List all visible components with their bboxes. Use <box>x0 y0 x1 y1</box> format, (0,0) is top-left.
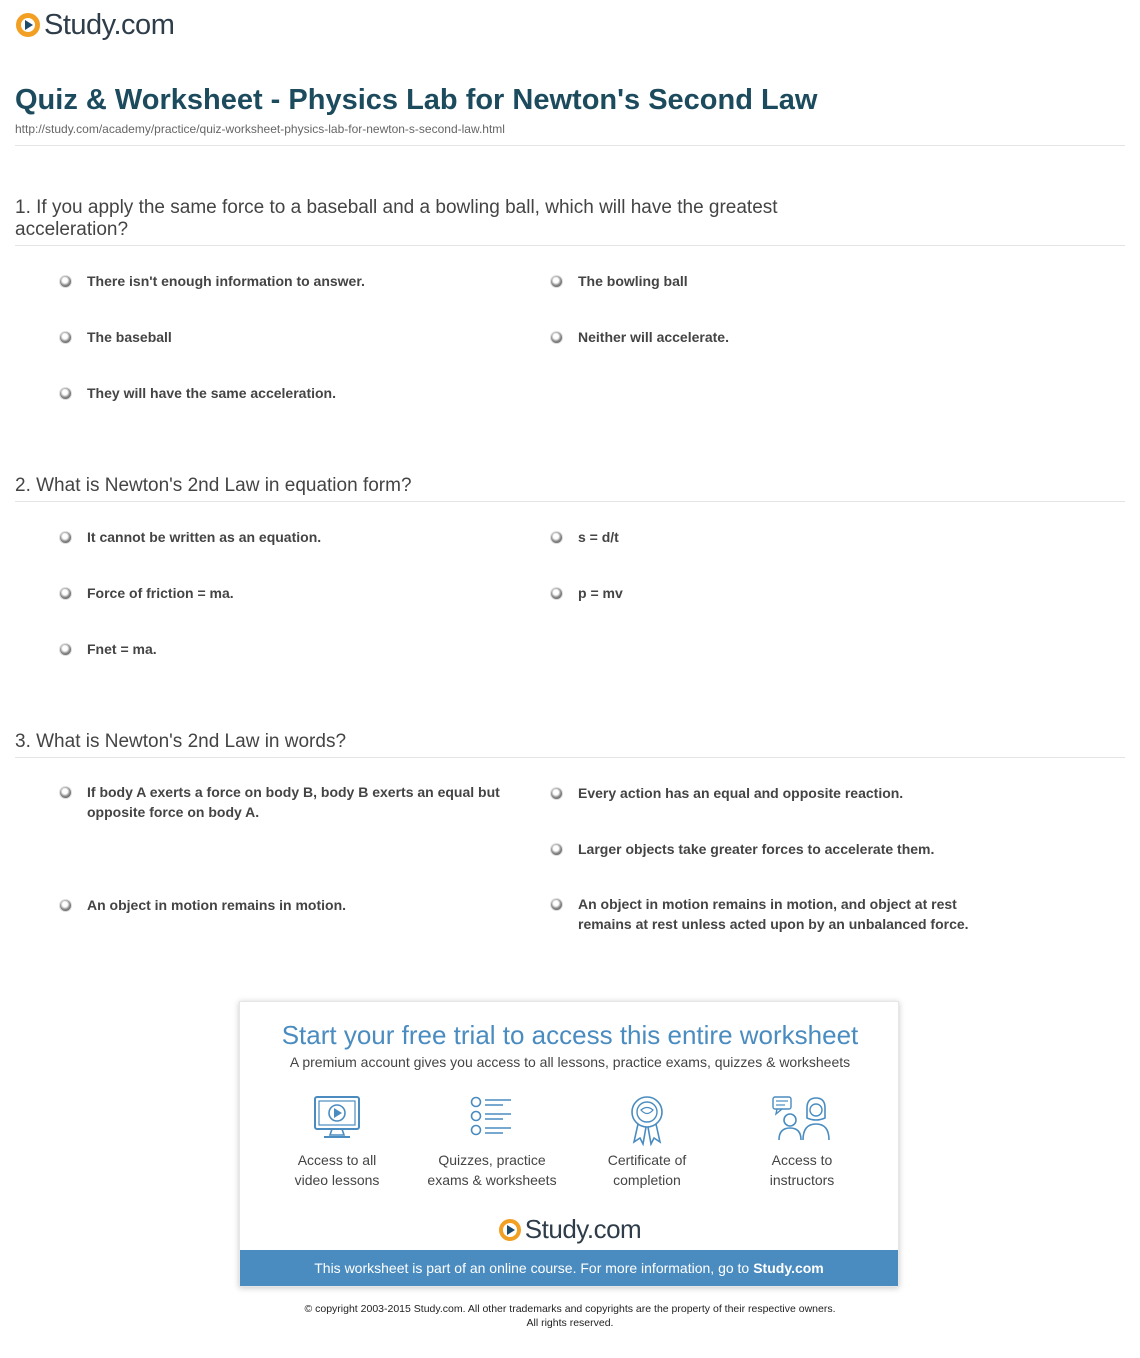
radio-button[interactable] <box>60 532 71 543</box>
feature-quizzes <box>417 1094 567 1190</box>
answer-label: p = mv <box>578 585 623 601</box>
radio-button[interactable] <box>60 588 71 599</box>
feature-label: Access to instructors <box>769 1152 835 1188</box>
answer-label: Force of friction = ma. <box>87 585 234 601</box>
answer-option[interactable] <box>60 895 520 915</box>
answer-option[interactable] <box>551 894 991 934</box>
radio-button[interactable] <box>551 899 562 910</box>
answer-label: There isn't enough information to answer. <box>87 273 365 289</box>
feature-label: Certificate of completion <box>607 1152 687 1188</box>
play-logo-icon <box>499 1219 521 1241</box>
radio-button[interactable] <box>551 844 562 855</box>
radio-button[interactable] <box>551 588 562 599</box>
promo-subtitle: A premium account gives you access to all lessons, practice exams, quizzes & worksheets <box>289 1054 851 1070</box>
answer-label: Fnet = ma. <box>87 641 157 657</box>
question-2: 2. What is Newton's 2nd Law in equation form? <box>15 475 412 496</box>
feature-instructors <box>727 1094 877 1190</box>
radio-button[interactable] <box>60 787 71 798</box>
answer-option[interactable] <box>60 383 520 403</box>
page-url[interactable]: http://study.com/academy/practice/quiz-worksheet-physics-lab-for-newton-s-second-law.html <box>15 122 505 136</box>
answer-label: An object in motion remains in motion, and object at rest remains at rest unless acted upon by an unbalanced force. <box>578 896 969 932</box>
answer-option[interactable] <box>60 639 520 659</box>
divider <box>15 757 1125 758</box>
course-info-bar <box>240 1250 898 1286</box>
quiz-list-icon <box>467 1094 517 1142</box>
answer-option[interactable] <box>60 782 530 822</box>
answer-label: It cannot be written as an equation. <box>87 529 322 545</box>
answer-label: They will have the same acceleration. <box>87 385 336 401</box>
feature-label: Access to all video lessons <box>294 1152 380 1188</box>
radio-button[interactable] <box>551 332 562 343</box>
answer-option[interactable] <box>551 583 1011 603</box>
answer-option[interactable] <box>551 839 1011 859</box>
radio-button[interactable] <box>551 532 562 543</box>
copyright-line: © copyright 2003-2015 Study.com. All other trademarks and copyrights are the property of their respective owners. <box>304 1303 836 1315</box>
answer-option[interactable] <box>60 271 520 291</box>
page-title: Quiz & Worksheet - Physics Lab for Newton's Second Law <box>15 84 818 116</box>
study-logo[interactable] <box>16 10 174 40</box>
answer-label: If body A exerts a force on body B, body B exerts an equal but opposite force on body A. <box>87 784 500 820</box>
answer-option[interactable] <box>60 527 520 547</box>
answer-label: Every action has an equal and opposite reaction. <box>578 785 904 801</box>
answer-option[interactable] <box>60 583 520 603</box>
answer-label: An object in motion remains in motion. <box>87 897 347 913</box>
answer-option[interactable] <box>60 327 520 347</box>
play-logo-icon <box>16 13 40 37</box>
answer-label: s = d/t <box>578 529 619 545</box>
answer-option[interactable] <box>551 527 1011 547</box>
question-1: 1. If you apply the same force to a baseball and a bowling ball, which will have the greatest acceleration? <box>15 197 778 240</box>
feature-certificate <box>572 1094 722 1190</box>
radio-button[interactable] <box>551 276 562 287</box>
answer-label: The bowling ball <box>578 273 688 289</box>
radio-button[interactable] <box>60 276 71 287</box>
radio-button[interactable] <box>60 388 71 399</box>
feature-video-lessons <box>262 1094 412 1190</box>
video-lessons-icon <box>312 1094 362 1142</box>
logo-text: Study.com <box>44 8 175 41</box>
radio-button[interactable] <box>551 788 562 799</box>
answer-option[interactable] <box>551 327 1011 347</box>
promo-study-logo[interactable]: Study.com <box>240 1214 900 1245</box>
copyright-notice <box>0 1302 1140 1330</box>
answer-label: Neither will accelerate. <box>578 329 729 345</box>
answer-option[interactable] <box>551 271 1011 291</box>
answer-label: Larger objects take greater forces to accelerate them. <box>578 841 935 857</box>
answer-label: The baseball <box>87 329 172 345</box>
radio-button[interactable] <box>60 332 71 343</box>
study-link[interactable]: Study.com <box>753 1260 824 1276</box>
certificate-icon <box>622 1094 672 1146</box>
course-info-text: This worksheet is part of an online course. For more information, go to <box>314 1260 750 1276</box>
promo-title[interactable]: Start your free trial to access this entire worksheet <box>281 1020 859 1050</box>
free-trial-promo <box>239 1001 899 1287</box>
instructors-icon <box>771 1094 833 1142</box>
divider <box>15 245 1125 246</box>
question-3: 3. What is Newton's 2nd Law in words? <box>15 731 347 752</box>
feature-label: Quizzes, practice exams & worksheets <box>427 1152 557 1188</box>
radio-button[interactable] <box>60 900 71 911</box>
answer-option[interactable] <box>551 783 1011 803</box>
divider <box>15 501 1125 502</box>
divider <box>15 145 1125 146</box>
radio-button[interactable] <box>60 644 71 655</box>
rights-line: All rights reserved. <box>526 1317 614 1329</box>
